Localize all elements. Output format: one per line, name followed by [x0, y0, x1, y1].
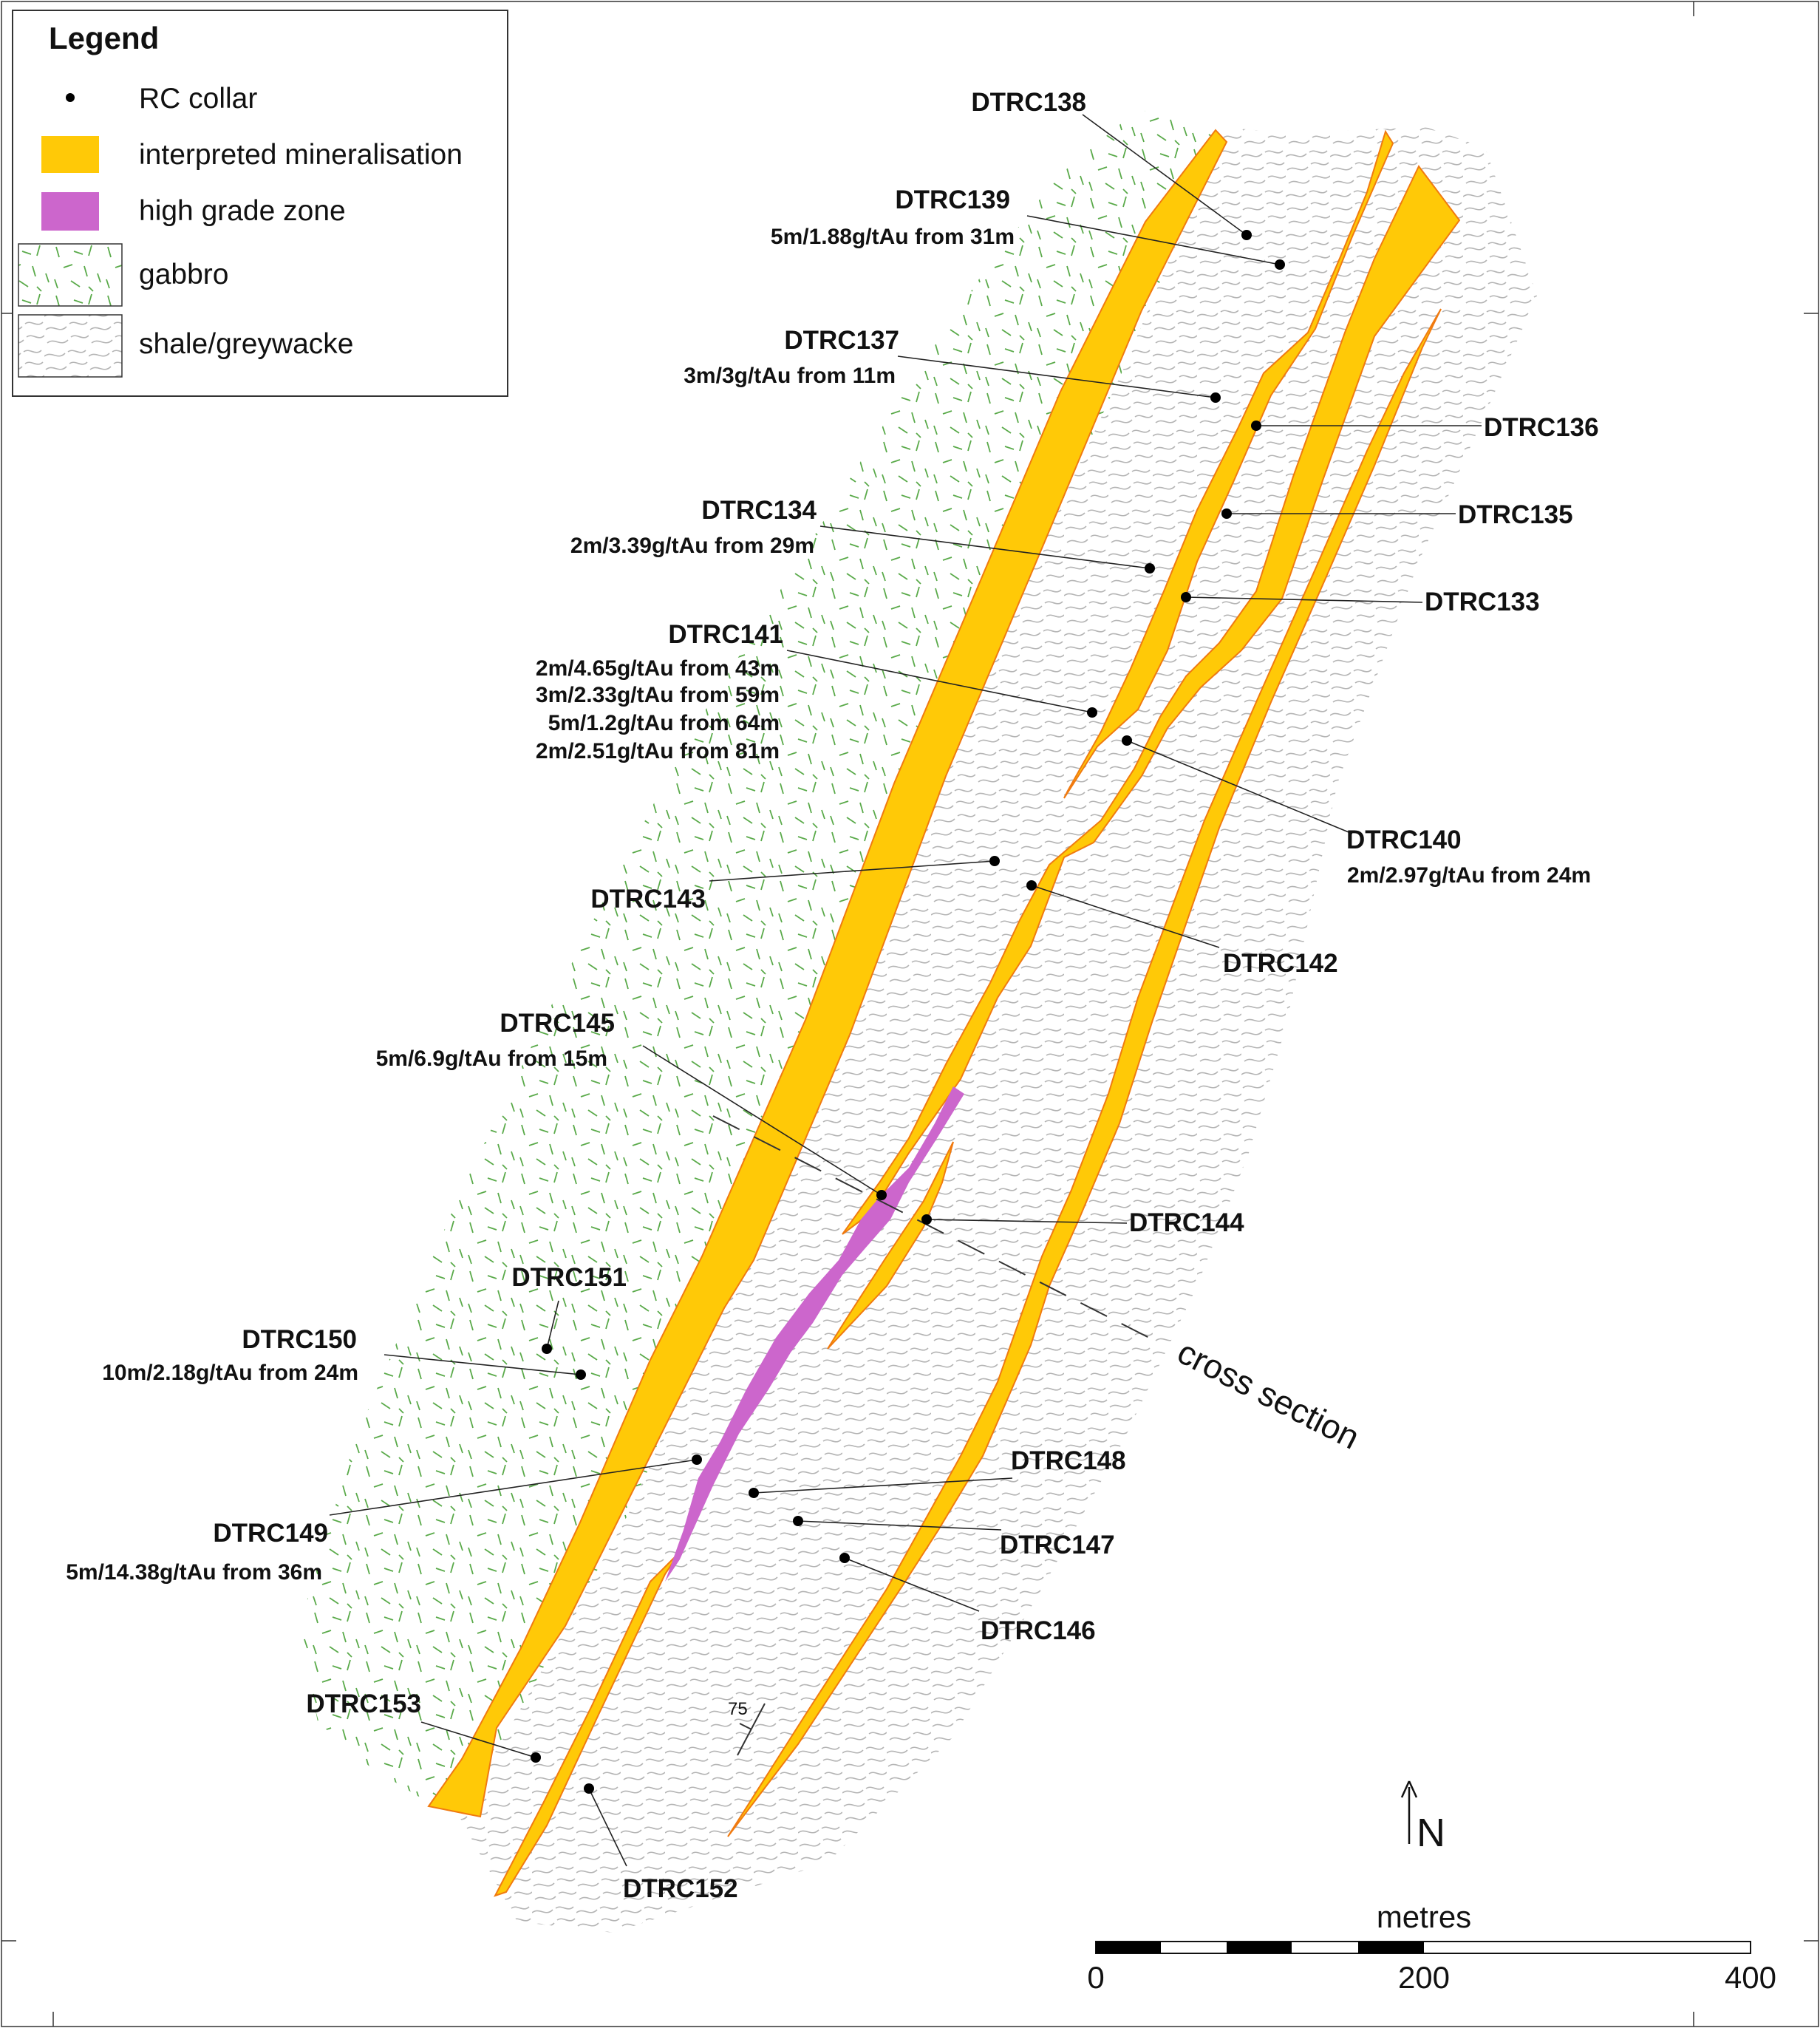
dip-value: 75	[728, 1699, 748, 1719]
north-label: N	[1417, 1811, 1445, 1855]
label-dtrc134: DTRC134	[701, 496, 817, 525]
label-dtrc153: DTRC153	[306, 1690, 421, 1718]
label-dtrc144: DTRC144	[1129, 1208, 1244, 1237]
collar-dtrc150[interactable]	[576, 1369, 586, 1380]
legend-gabbro-swatch	[18, 244, 122, 306]
label-dtrc146: DTRC146	[981, 1616, 1096, 1645]
legend-label-shale: shale/greywacke	[139, 328, 354, 360]
legend-label-gabbro: gabbro	[139, 259, 229, 290]
collar-dtrc136[interactable]	[1251, 421, 1261, 431]
label-dtrc138: DTRC138	[971, 88, 1086, 117]
label-dtrc140: DTRC140	[1346, 826, 1462, 854]
scale-seg-5	[1358, 1942, 1424, 1953]
label-dtrc150: DTRC150	[242, 1325, 357, 1354]
label-dtrc137: DTRC137	[784, 326, 899, 355]
collar-dtrc153[interactable]	[531, 1752, 541, 1763]
label-dtrc151: DTRC151	[511, 1263, 627, 1292]
result-dtrc137: 3m/3g/tAu from 11m	[684, 364, 896, 388]
collar-dtrc151[interactable]	[542, 1344, 552, 1354]
label-dtrc136: DTRC136	[1484, 413, 1599, 442]
collar-dtrc144[interactable]	[921, 1214, 932, 1225]
legend-mineralisation-swatch	[41, 136, 99, 173]
scale-bar	[1087, 1899, 1776, 1995]
collar-dtrc138[interactable]	[1241, 230, 1252, 240]
legend	[13, 10, 508, 396]
legend-label-high-grade: high grade zone	[139, 195, 346, 227]
collar-dtrc148[interactable]	[749, 1488, 759, 1498]
label-dtrc145: DTRC145	[500, 1009, 615, 1038]
label-dtrc143: DTRC143	[590, 885, 706, 913]
result-dtrc141-3: 5m/1.2g/tAu from 64m	[548, 711, 780, 735]
result-dtrc150: 10m/2.18g/tAu from 24m	[102, 1361, 358, 1385]
label-dtrc141: DTRC141	[668, 620, 783, 649]
scale-tick-400: 400	[1724, 1960, 1777, 1995]
collar-dtrc133[interactable]	[1181, 592, 1191, 602]
label-dtrc149: DTRC149	[213, 1519, 328, 1548]
collar-dtrc152[interactable]	[584, 1783, 594, 1794]
scale-seg-1	[1096, 1942, 1161, 1953]
scale-tick-0: 0	[1087, 1960, 1105, 1995]
legend-label-collar: RC collar	[139, 83, 258, 115]
result-dtrc145: 5m/6.9g/tAu from 15m	[375, 1047, 607, 1071]
legend-title: Legend	[49, 21, 160, 55]
result-dtrc140: 2m/2.97g/tAu from 24m	[1347, 863, 1592, 888]
collar-dtrc140[interactable]	[1122, 735, 1132, 746]
collar-dtrc143[interactable]	[989, 856, 1000, 866]
result-dtrc139: 5m/1.88g/tAu from 31m	[770, 225, 1015, 249]
label-dtrc147: DTRC147	[1000, 1531, 1115, 1559]
legend-shale-swatch	[18, 315, 122, 377]
legend-label-mineralisation: interpreted mineralisation	[139, 139, 463, 171]
label-dtrc133: DTRC133	[1425, 588, 1540, 616]
result-dtrc141-1: 2m/4.65g/tAu from 43m	[535, 656, 780, 681]
scale-seg-3	[1227, 1942, 1292, 1953]
collar-dtrc135[interactable]	[1221, 508, 1232, 519]
result-dtrc141-4: 2m/2.51g/tAu from 81m	[535, 739, 780, 763]
collar-dtrc139[interactable]	[1275, 259, 1285, 270]
north-arrow	[1402, 1781, 1445, 1855]
cross-section-label: cross section	[1171, 1332, 1366, 1457]
collar-dtrc141[interactable]	[1087, 707, 1097, 718]
label-dtrc152: DTRC152	[623, 1874, 738, 1903]
collar-dtrc146[interactable]	[839, 1553, 850, 1563]
result-dtrc149: 5m/14.38g/tAu from 36m	[66, 1560, 322, 1585]
label-dtrc148: DTRC148	[1011, 1446, 1126, 1475]
collar-dtrc134[interactable]	[1145, 563, 1155, 574]
collar-dtrc145[interactable]	[876, 1190, 887, 1200]
result-dtrc141-2: 3m/2.33g/tAu from 59m	[535, 683, 780, 707]
result-dtrc134: 2m/3.39g/tAu from 29m	[570, 534, 814, 558]
label-dtrc139: DTRC139	[895, 186, 1010, 214]
scale-tick-200: 200	[1397, 1960, 1451, 1995]
label-dtrc142: DTRC142	[1223, 949, 1338, 978]
collar-dtrc142[interactable]	[1026, 880, 1037, 891]
label-dtrc135: DTRC135	[1458, 500, 1573, 529]
collar-dtrc147[interactable]	[793, 1516, 803, 1526]
legend-collar-symbol	[66, 93, 75, 102]
legend-high-grade-swatch	[41, 192, 99, 231]
collar-dtrc149[interactable]	[692, 1454, 702, 1465]
collar-dtrc137[interactable]	[1210, 392, 1221, 403]
scale-title: metres	[1376, 1899, 1472, 1934]
